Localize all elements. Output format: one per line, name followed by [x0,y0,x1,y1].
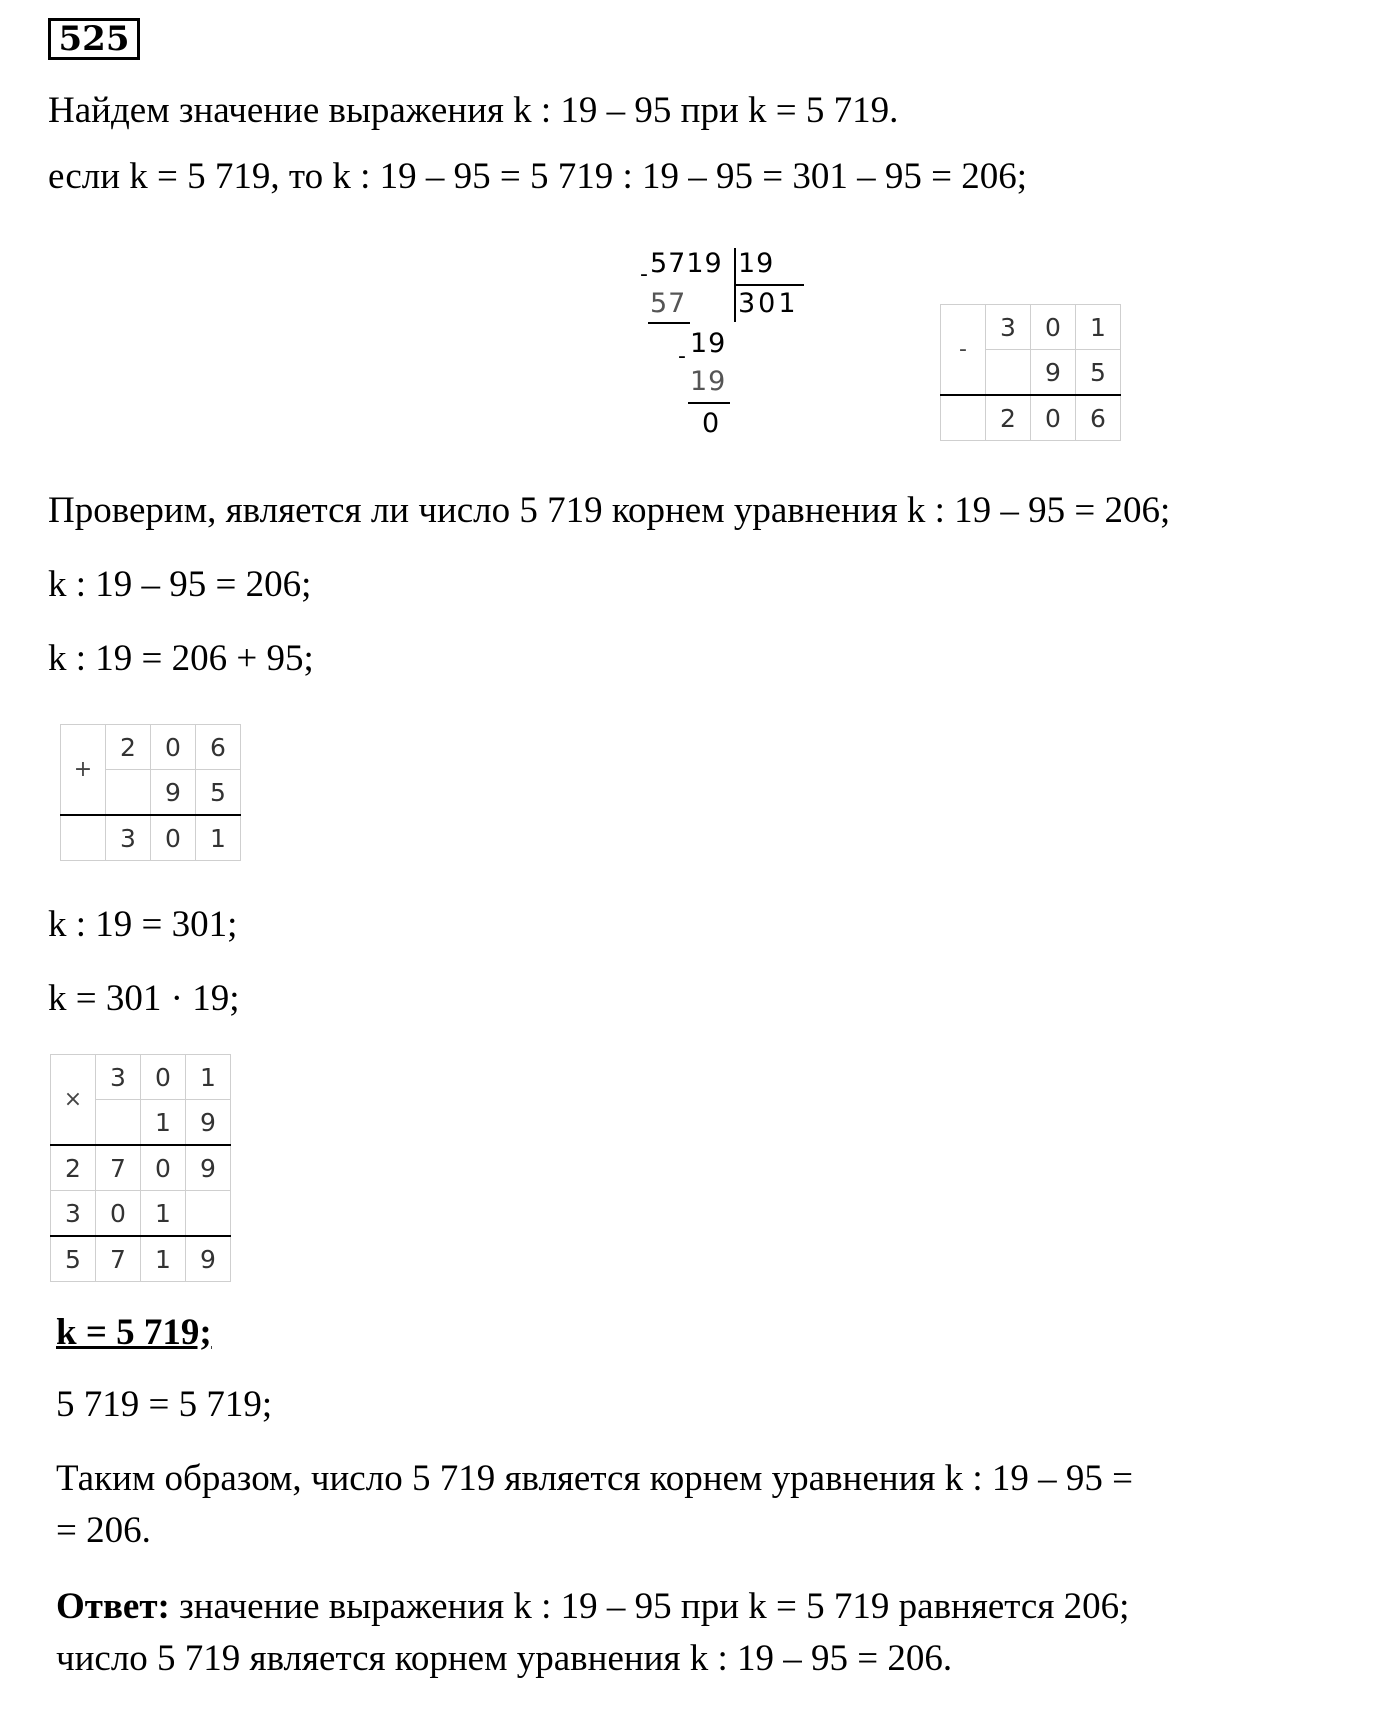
operator-cell: - [941,305,986,396]
answer-label: Ответ: [56,1586,170,1627]
grid-cell: 0 [1031,395,1076,441]
answer-text-1: значение выражения k : 19 – 95 при k = 5 719 равняется 206; [169,1586,1130,1627]
grid-cell: 0 [141,1145,186,1191]
grid-cell: 9 [186,1236,231,1282]
line-equation-2: k : 19 = 206 + 95; [48,638,314,679]
grid-cell [96,1100,141,1146]
grid-cell [61,815,106,861]
answer-line-2: число 5 719 является корнем уравнения k : 19 – 95 = 206. [56,1638,953,1679]
minus-sign-1: - [640,262,649,287]
grid-cell [186,1191,231,1237]
subtraction-grid [940,304,1121,441]
line-result-k: k = 5 719; [56,1312,212,1353]
addition-grid [60,724,241,861]
grid-cell: 6 [1076,395,1121,441]
division-quotient-line [734,284,804,286]
grid-cell: 0 [151,815,196,861]
grid-cell: 1 [186,1055,231,1100]
operator-cell: + [61,725,106,816]
subtrahend-1: 57 [650,288,687,319]
grid-cell: 5 [1076,350,1121,396]
line-conclusion-1: Таким образом, число 5 719 является корнем уравнения k : 19 – 95 = [56,1458,1134,1499]
grid-cell: 0 [96,1191,141,1237]
line-equation-4: k = 301 · 19; [48,978,240,1019]
line-find-value: Найдем значение выражения k : 19 – 95 при k = 5 719. [48,90,899,131]
long-division [630,248,810,458]
grid-cell: 9 [151,770,196,816]
line-check-root: Проверим, является ли число 5 719 корнем уравнения k : 19 – 95 = 206; [48,490,1171,531]
multiplication-grid [50,1054,231,1282]
grid-cell: 6 [196,725,241,770]
grid-cell: 7 [96,1236,141,1282]
subtrahend-2: 19 [690,366,727,397]
grid-cell: 5 [196,770,241,816]
grid-cell: 0 [141,1055,186,1100]
grid-cell: 9 [1031,350,1076,396]
grid-cell: 1 [1076,305,1121,350]
operator-cell: × [51,1055,96,1146]
quotient: 301 [738,288,799,319]
grid-cell: 7 [96,1145,141,1191]
grid-cell: 9 [186,1145,231,1191]
grid-cell: 2 [986,395,1031,441]
line-identity: 5 719 = 5 719; [56,1384,273,1425]
line-compute: если k = 5 719, то k : 19 – 95 = 5 719 : 19 – 95 = 301 – 95 = 206; [48,156,1028,197]
grid-cell: 3 [51,1191,96,1237]
division-line-1 [648,322,690,324]
grid-cell: 3 [986,305,1031,350]
division-line-2 [688,402,730,404]
grid-cell: 1 [141,1100,186,1146]
grid-cell: 1 [196,815,241,861]
remainder-final: 0 [702,408,721,439]
grid-cell: 1 [141,1191,186,1237]
grid-cell: 2 [106,725,151,770]
grid-cell: 9 [186,1100,231,1146]
divisor: 19 [738,248,775,279]
answer-line-1 [56,1586,1129,1628]
line-equation-1: k : 19 – 95 = 206; [48,564,312,605]
minus-sign-2: - [678,344,687,369]
grid-cell: 5 [51,1236,96,1282]
remainder-1: 19 [690,328,727,359]
grid-cell: 0 [1031,305,1076,350]
grid-cell [941,395,986,441]
grid-cell: 0 [151,725,196,770]
grid-cell: 3 [106,815,151,861]
line-equation-3: k : 19 = 301; [48,904,238,945]
grid-cell: 3 [96,1055,141,1100]
dividend: 5719 [650,248,723,279]
grid-cell [986,350,1031,396]
grid-cell: 1 [141,1236,186,1282]
grid-cell [106,770,151,816]
grid-cell: 2 [51,1145,96,1191]
task-number: 525 [48,18,140,60]
line-conclusion-2: = 206. [56,1510,151,1551]
